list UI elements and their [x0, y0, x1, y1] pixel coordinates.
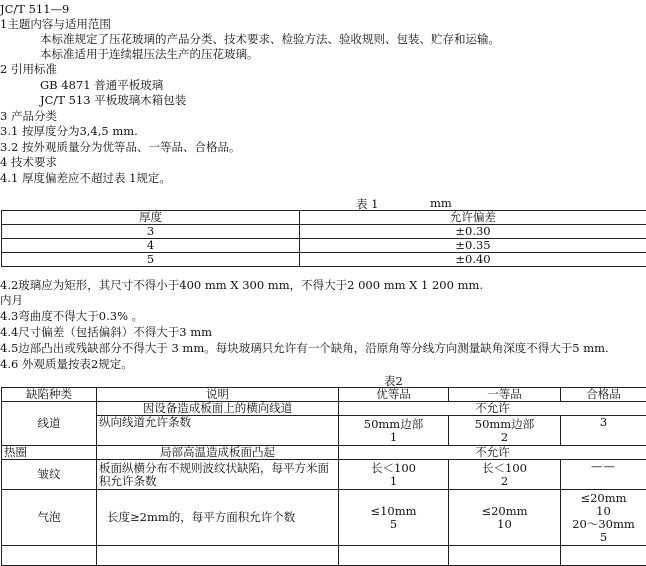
appearance-quality-table: [1, 387, 646, 566]
section-1-para-2: 本标准适用于连续辊压法生产的压花玻璃。: [40, 47, 259, 61]
section-4-1: 4.1 厚度偏差应不超过表 1规定。: [0, 171, 171, 185]
table-row: [2, 490, 646, 546]
table-cell: 5: [2, 253, 300, 267]
cell-line: 长＜100: [449, 462, 560, 475]
table-row: [2, 446, 646, 460]
table-row: [2, 460, 646, 490]
table1-title: 表 1: [356, 196, 378, 212]
defect-line: 线道: [2, 402, 97, 446]
table-cell: [449, 460, 561, 490]
defect-bubble: 气泡: [2, 490, 97, 546]
table2-title: 表2: [384, 373, 403, 389]
section-2-heading: 2 引用标准: [0, 62, 57, 76]
table2-header-superior: 优等品: [339, 388, 449, 402]
cell-line: 1: [339, 475, 448, 488]
cell-line: ≤10mm: [339, 505, 448, 518]
reference-gb4871: GB 4871 普通平板玻璃: [40, 78, 163, 92]
table-cell: 3: [2, 225, 300, 239]
table-row: [2, 253, 646, 267]
cell-line: 2: [449, 475, 560, 488]
table1-header-tolerance: 允许偏差: [300, 211, 646, 225]
table-cell: 板面纵横分布不规则波纹状缺陷，每平方米面积允许条数: [97, 460, 339, 490]
table-cell: 4: [2, 239, 300, 253]
table-cell: 局部高温造成板面凸起: [97, 446, 339, 460]
cell-line: 20～30mm: [561, 518, 646, 531]
table2-header-first: 一等品: [449, 388, 561, 402]
table-cell: 3: [561, 416, 646, 446]
table-row: [2, 239, 646, 253]
defect-hot-ring: 热圈: [2, 446, 97, 460]
table-row: [2, 416, 646, 446]
table-cell: [339, 416, 449, 446]
table-cell: [561, 490, 646, 546]
section-4-2: 4.2玻璃应为矩形，其尺寸不得小于400 mm X 300 mm，不得大于2 000 mm X 1 200 mm.: [0, 278, 483, 292]
table1-header-thickness: 厚度: [2, 211, 300, 225]
section-4-4: 4.4尺寸偏差（包括偏斜）不得大于3 mm: [0, 325, 212, 339]
cell-line: ≤20mm: [449, 505, 560, 518]
cell-line: 2: [449, 431, 560, 444]
table-cell: [339, 460, 449, 490]
table-cell: ±0.40: [300, 253, 646, 267]
cell-line: ≤20mm: [561, 492, 646, 505]
table-row: [2, 402, 646, 416]
cell-line: 长＜100: [339, 462, 448, 475]
section-1-heading: 1主题内容与适用范围: [0, 17, 111, 31]
section-3-2: 3.2 按外观质量分为优等品、一等品、合格品。: [0, 140, 240, 154]
section-1-para-1: 本标准规定了压花玻璃的产品分类、技术要求、检验方法、验收规则、包装、贮存和运输。: [40, 32, 500, 46]
table2-header-type: 缺陷种类: [2, 388, 97, 402]
table-row: [2, 388, 646, 402]
section-3-heading: 3 产品分类: [0, 109, 57, 123]
section-4-3: 4.3弯曲度不得大于0.3% 。: [0, 309, 143, 323]
table-cell: 不允许: [339, 446, 646, 460]
table-cell: ±0.35: [300, 239, 646, 253]
table-cell: 长度≥2mm的，每平方面积允许个数: [97, 490, 339, 546]
table-row: [2, 211, 646, 225]
table-cell: [449, 416, 561, 446]
cell-line: 1: [339, 431, 448, 444]
cell-line: 50mm边部: [339, 418, 448, 431]
section-3-1: 3.1 按厚度分为3,4,5 mm.: [0, 124, 138, 138]
table1-unit: mm: [430, 196, 452, 210]
section-4-5: 4.5边部凸出或残缺部分不得大于 3 mm。每块玻璃只允许有一个缺角，沿原角等分线方向测量缺角深度不得大于5 mm.: [0, 341, 609, 355]
cell-line: 50mm边部: [449, 418, 560, 431]
table-cell: 不允许: [339, 402, 646, 416]
thickness-tolerance-table: [1, 210, 646, 267]
section-4-6: 4.6 外观质量按表2规定。: [0, 357, 133, 371]
table-cell: [449, 490, 561, 546]
table-cell: 因设备造成板面上的横向线道: [97, 402, 339, 416]
table-cell: ——: [561, 460, 646, 490]
cell-line: 10: [561, 505, 646, 518]
table-row: [2, 225, 646, 239]
table2-header-desc: 说明: [97, 388, 339, 402]
cell-line: 5: [339, 518, 448, 531]
table-cell: ±0.30: [300, 225, 646, 239]
defect-wrinkle: 皱纹: [2, 460, 97, 490]
reference-jct513: JC/T 513 平板玻璃木箱包装: [40, 93, 186, 107]
cell-line: 10: [449, 518, 560, 531]
table2-header-qualified: 合格品: [561, 388, 646, 402]
standard-code: JC/T 511—9: [0, 2, 69, 16]
section-4-heading: 4 技术要求: [0, 155, 57, 169]
cell-line: 5: [561, 531, 646, 544]
table-cell: [339, 490, 449, 546]
table-cell: 纵向线道允许条数: [97, 416, 339, 446]
section-4-2-note: 内月: [0, 293, 23, 307]
